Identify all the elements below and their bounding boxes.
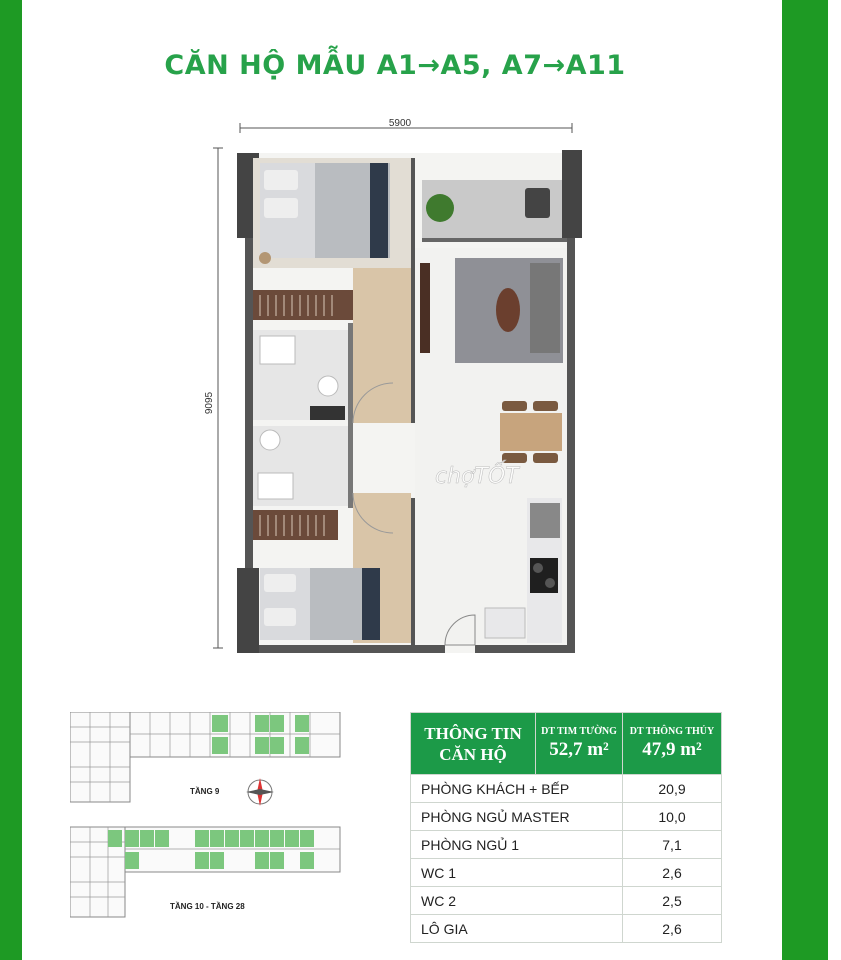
- table-row: PHÒNG KHÁCH + BẾP 20,9: [411, 775, 722, 803]
- apartment-info-table: [410, 712, 722, 943]
- floor-9-label: TẦNG 9: [190, 787, 220, 796]
- left-green-bar: [0, 0, 22, 960]
- header-title: THÔNG TIN CĂN HỘ: [411, 713, 536, 775]
- table-row: LÔ GIA 2,6: [411, 915, 722, 943]
- floor-9-plan: [70, 712, 340, 806]
- table-row: WC 1 2,6: [411, 859, 722, 887]
- table-row: WC 2 2,5: [411, 887, 722, 915]
- table-row: PHÒNG NGỦ MASTER 10,0: [411, 803, 722, 831]
- dimension-height: 9095: [204, 391, 215, 415]
- floor-plan: [200, 118, 590, 663]
- page-title: CĂN HỘ MẪU A1→A5, A7→A11: [164, 50, 626, 81]
- table-header: [411, 713, 722, 775]
- floor-10-28-plan: [70, 827, 340, 917]
- watermark: chợTỐT: [435, 464, 519, 489]
- compass-icon: [246, 778, 274, 806]
- right-green-bar: [782, 0, 828, 960]
- header-col2: DT THÔNG THỦY 47,9 m²: [623, 713, 722, 775]
- dimension-width: 5900: [388, 118, 412, 129]
- header-col1: DT TIM TƯỜNG 52,7 m²: [536, 713, 623, 775]
- site-plans: [70, 712, 345, 922]
- floor-10-28-label: TẦNG 10 - TẦNG 28: [170, 902, 245, 911]
- table-row: PHÒNG NGỦ 1 7,1: [411, 831, 722, 859]
